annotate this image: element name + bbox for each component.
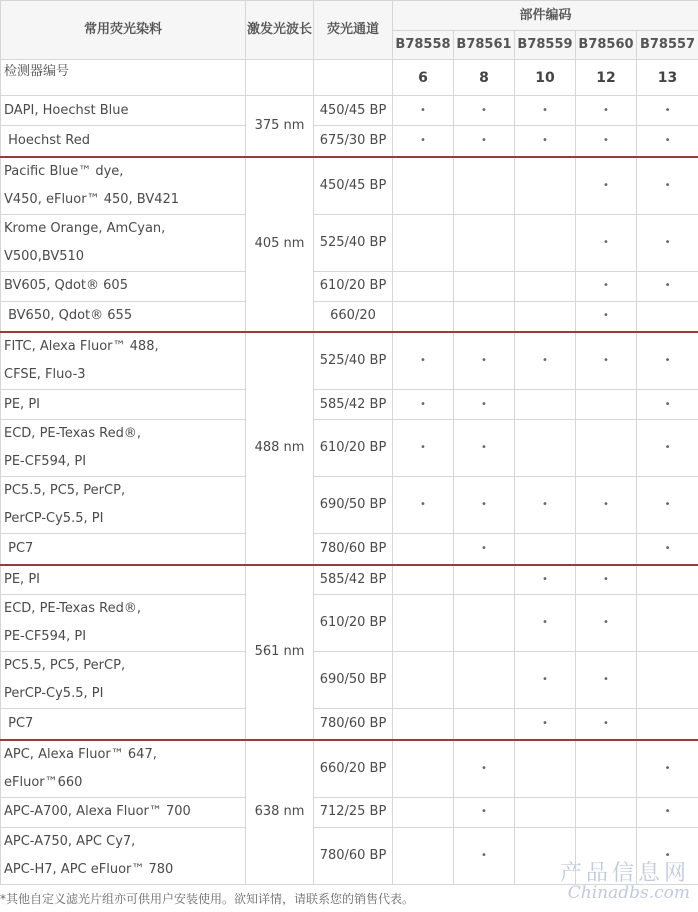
availability-mark <box>454 271 515 301</box>
availability-mark <box>454 565 515 595</box>
table-row <box>1 565 698 595</box>
table-row <box>1 534 698 565</box>
table-row <box>1 126 698 157</box>
dye-line: PE, PI <box>4 396 40 412</box>
availability-mark <box>515 390 576 420</box>
dye-cell <box>1 126 246 157</box>
filter-channel: 780/60 BP <box>314 827 393 884</box>
availability-mark <box>393 301 454 332</box>
filter-channel: 660/20 BP <box>314 740 393 798</box>
table-row <box>1 96 698 126</box>
availability-mark <box>393 709 454 740</box>
detector-number: 13 <box>637 60 698 96</box>
dye-line: V500,BV510 <box>4 248 85 264</box>
availability-mark: • <box>515 595 576 652</box>
availability-mark <box>637 595 698 652</box>
table-row <box>1 740 698 798</box>
detector-number: 8 <box>454 60 515 96</box>
detector-empty-cell <box>246 60 314 96</box>
filter-channel: 610/20 BP <box>314 420 393 477</box>
footnote: *其他自定义滤光片组亦可供用户安装使用。欲知详情，请联系您的销售代表。 <box>0 892 415 906</box>
availability-mark: • <box>515 332 576 390</box>
availability-mark <box>576 390 637 420</box>
laser-wavelength: 638 nm <box>246 740 314 885</box>
dye-cell <box>1 420 246 477</box>
dye-line: PE-CF594, PI <box>4 454 87 469</box>
availability-mark: • <box>454 420 515 477</box>
availability-mark: • <box>576 477 637 534</box>
filter-channel: 450/45 BP <box>314 96 393 126</box>
table-row <box>1 271 698 301</box>
availability-mark: • <box>637 271 698 301</box>
availability-mark: • <box>454 332 515 390</box>
table-row <box>1 595 698 652</box>
availability-mark: • <box>515 126 576 157</box>
filter-channel: 780/60 BP <box>314 709 393 740</box>
dye-line: ECD, PE-Texas Red®, <box>4 601 142 616</box>
availability-mark <box>637 565 698 595</box>
dye-line: PE-CF594, PI <box>4 629 87 644</box>
dye-line: PE, PI <box>4 571 40 587</box>
availability-mark <box>515 797 576 827</box>
table-row <box>1 797 698 827</box>
table-row <box>1 477 698 534</box>
table-row <box>1 390 698 420</box>
availability-mark <box>393 271 454 301</box>
availability-mark: • <box>576 157 637 215</box>
table-row <box>1 420 698 477</box>
dye-cell <box>1 271 246 301</box>
part-code: B78559 <box>515 31 576 60</box>
availability-mark <box>576 534 637 565</box>
availability-mark <box>515 301 576 332</box>
part-code: B78560 <box>576 31 637 60</box>
table-body <box>1 96 698 885</box>
availability-mark: • <box>637 157 698 215</box>
filter-channel: 712/25 BP <box>314 797 393 827</box>
dye-line: BV605, Qdot® 605 <box>4 278 128 293</box>
filter-channel: 610/20 BP <box>314 271 393 301</box>
dye-line: Pacific Blue™ dye, <box>4 163 124 179</box>
availability-mark <box>576 740 637 798</box>
availability-mark <box>454 652 515 709</box>
dye-cell <box>1 477 246 534</box>
dye-cell <box>1 652 246 709</box>
availability-mark: • <box>576 214 637 271</box>
availability-mark: • <box>576 96 637 126</box>
filter-channel: 525/40 BP <box>314 214 393 271</box>
availability-mark: • <box>637 797 698 827</box>
filter-channel: 610/20 BP <box>314 595 393 652</box>
availability-mark <box>454 301 515 332</box>
availability-mark <box>576 420 637 477</box>
availability-mark <box>515 157 576 215</box>
availability-mark: • <box>637 477 698 534</box>
availability-mark <box>576 797 637 827</box>
dye-cell <box>1 390 246 420</box>
availability-mark: • <box>637 420 698 477</box>
availability-mark: • <box>515 477 576 534</box>
availability-mark: • <box>637 534 698 565</box>
availability-mark: • <box>454 797 515 827</box>
dye-line: PC5.5, PC5, PerCP, <box>4 658 126 673</box>
part-code: B78561 <box>454 31 515 60</box>
availability-mark <box>515 214 576 271</box>
filter-channel: 780/60 BP <box>314 534 393 565</box>
dye-line: PerCP-Cy5.5, PI <box>4 686 104 701</box>
dye-cell <box>1 534 246 565</box>
availability-mark: • <box>576 301 637 332</box>
availability-mark: • <box>515 565 576 595</box>
laser-wavelength: 561 nm <box>246 565 314 740</box>
availability-mark: • <box>515 652 576 709</box>
availability-mark: • <box>637 126 698 157</box>
availability-mark: • <box>576 709 637 740</box>
dye-cell <box>1 595 246 652</box>
availability-mark <box>637 652 698 709</box>
part-code: B78558 <box>393 31 454 60</box>
availability-mark <box>454 157 515 215</box>
availability-mark <box>393 565 454 595</box>
table-row <box>1 652 698 709</box>
availability-mark <box>637 301 698 332</box>
detector-row <box>1 60 698 96</box>
filter-channel: 585/42 BP <box>314 565 393 595</box>
availability-mark <box>515 271 576 301</box>
availability-mark: • <box>576 652 637 709</box>
part-code-group-header: 部件编码 <box>393 1 698 31</box>
dye-line: BV650, Qdot® 655 <box>4 308 133 324</box>
dye-line: APC-A700, Alexa Fluor™ 700 <box>4 804 191 819</box>
dye-cell <box>1 565 246 595</box>
table-row <box>1 214 698 271</box>
dye-line: FITC, Alexa Fluor™ 488, <box>4 339 159 354</box>
part-code: B78557 <box>637 31 698 60</box>
dye-line: DAPI, Hoechst Blue <box>4 102 129 118</box>
dye-line: CFSE, Fluo-3 <box>4 367 86 382</box>
availability-mark <box>393 595 454 652</box>
availability-mark <box>393 797 454 827</box>
availability-mark <box>515 534 576 565</box>
availability-mark: • <box>637 390 698 420</box>
availability-mark: • <box>393 477 454 534</box>
dye-line: Krome Orange, AmCyan, <box>4 220 166 236</box>
dye-line: APC, Alexa Fluor™ 647, <box>4 746 157 762</box>
availability-mark: • <box>576 565 637 595</box>
dye-cell <box>1 301 246 332</box>
availability-mark: • <box>393 96 454 126</box>
availability-mark <box>393 740 454 798</box>
dye-line: PerCP-Cy5.5, PI <box>4 511 104 526</box>
filter-channel: 675/30 BP <box>314 126 393 157</box>
dye-line: APC-A750, APC Cy7, <box>4 833 136 849</box>
filter-channel: 450/45 BP <box>314 157 393 215</box>
availability-mark: • <box>637 214 698 271</box>
availability-mark <box>393 652 454 709</box>
watermark-en: Chinadbs.com <box>567 883 690 904</box>
dye-cell <box>1 827 246 884</box>
availability-mark: • <box>393 332 454 390</box>
availability-mark: • <box>454 477 515 534</box>
dye-cell <box>1 332 246 390</box>
watermark-cn: 产品信息网 <box>559 861 690 886</box>
dye-cell <box>1 740 246 798</box>
dye-line: V450, eFluor™ 450, BV421 <box>4 191 180 207</box>
laser-wavelength: 405 nm <box>246 157 314 333</box>
laser-wavelength: 488 nm <box>246 332 314 565</box>
detector-label: 检测器编号 <box>1 60 246 96</box>
availability-mark: • <box>576 595 637 652</box>
table-row <box>1 157 698 215</box>
availability-mark: • <box>454 96 515 126</box>
availability-mark: • <box>637 332 698 390</box>
availability-mark <box>454 709 515 740</box>
detector-number: 12 <box>576 60 637 96</box>
dye-line: APC-H7, APC eFluor™ 780 <box>4 861 174 877</box>
laser-wavelength: 375 nm <box>246 96 314 157</box>
table-row <box>1 709 698 740</box>
availability-mark <box>515 740 576 798</box>
filter-channel: 660/20 <box>314 301 393 332</box>
watermark-logo <box>560 862 690 903</box>
availability-mark: • <box>454 126 515 157</box>
availability-mark: • <box>637 96 698 126</box>
dye-line: eFluor™660 <box>4 774 83 790</box>
availability-mark: • <box>454 740 515 798</box>
filter-channel: 585/42 BP <box>314 390 393 420</box>
availability-mark: • <box>637 740 698 798</box>
dye-cell <box>1 709 246 740</box>
availability-mark: • <box>454 827 515 884</box>
dye-line: ECD, PE-Texas Red®, <box>4 426 142 441</box>
dye-line: PC5.5, PC5, PerCP, <box>4 483 126 498</box>
table-row <box>1 301 698 332</box>
availability-mark: • <box>454 390 515 420</box>
availability-mark <box>393 534 454 565</box>
availability-mark: • <box>576 332 637 390</box>
table-row <box>1 332 698 390</box>
detector-empty-cell <box>314 60 393 96</box>
filter-channel: 690/50 BP <box>314 477 393 534</box>
availability-mark <box>393 214 454 271</box>
channel-column-header: 荧光通道 <box>314 1 393 60</box>
availability-mark <box>393 157 454 215</box>
dye-line: PC7 <box>4 540 34 556</box>
availability-mark: • <box>576 126 637 157</box>
availability-mark <box>637 709 698 740</box>
wavelength-column-header: 激发光波长 <box>246 1 314 60</box>
availability-mark: • <box>515 709 576 740</box>
dye-line: PC7 <box>4 715 34 731</box>
header-row-1 <box>1 1 698 31</box>
detector-number: 6 <box>393 60 454 96</box>
dye-cell <box>1 214 246 271</box>
availability-mark: • <box>515 96 576 126</box>
filter-channel: 690/50 BP <box>314 652 393 709</box>
availability-mark: • <box>637 827 698 884</box>
availability-mark <box>454 595 515 652</box>
dye-cell <box>1 797 246 827</box>
dye-cell <box>1 157 246 215</box>
availability-mark: • <box>393 390 454 420</box>
dye-line: Hoechst Red <box>4 132 90 148</box>
availability-mark: • <box>454 534 515 565</box>
filter-channel: 525/40 BP <box>314 332 393 390</box>
availability-mark: • <box>393 126 454 157</box>
availability-mark <box>515 420 576 477</box>
dye-column-header: 常用荧光染料 <box>1 1 246 60</box>
availability-mark: • <box>393 420 454 477</box>
detector-number: 10 <box>515 60 576 96</box>
availability-mark <box>454 214 515 271</box>
availability-mark <box>393 827 454 884</box>
dye-cell <box>1 96 246 126</box>
availability-mark: • <box>576 271 637 301</box>
